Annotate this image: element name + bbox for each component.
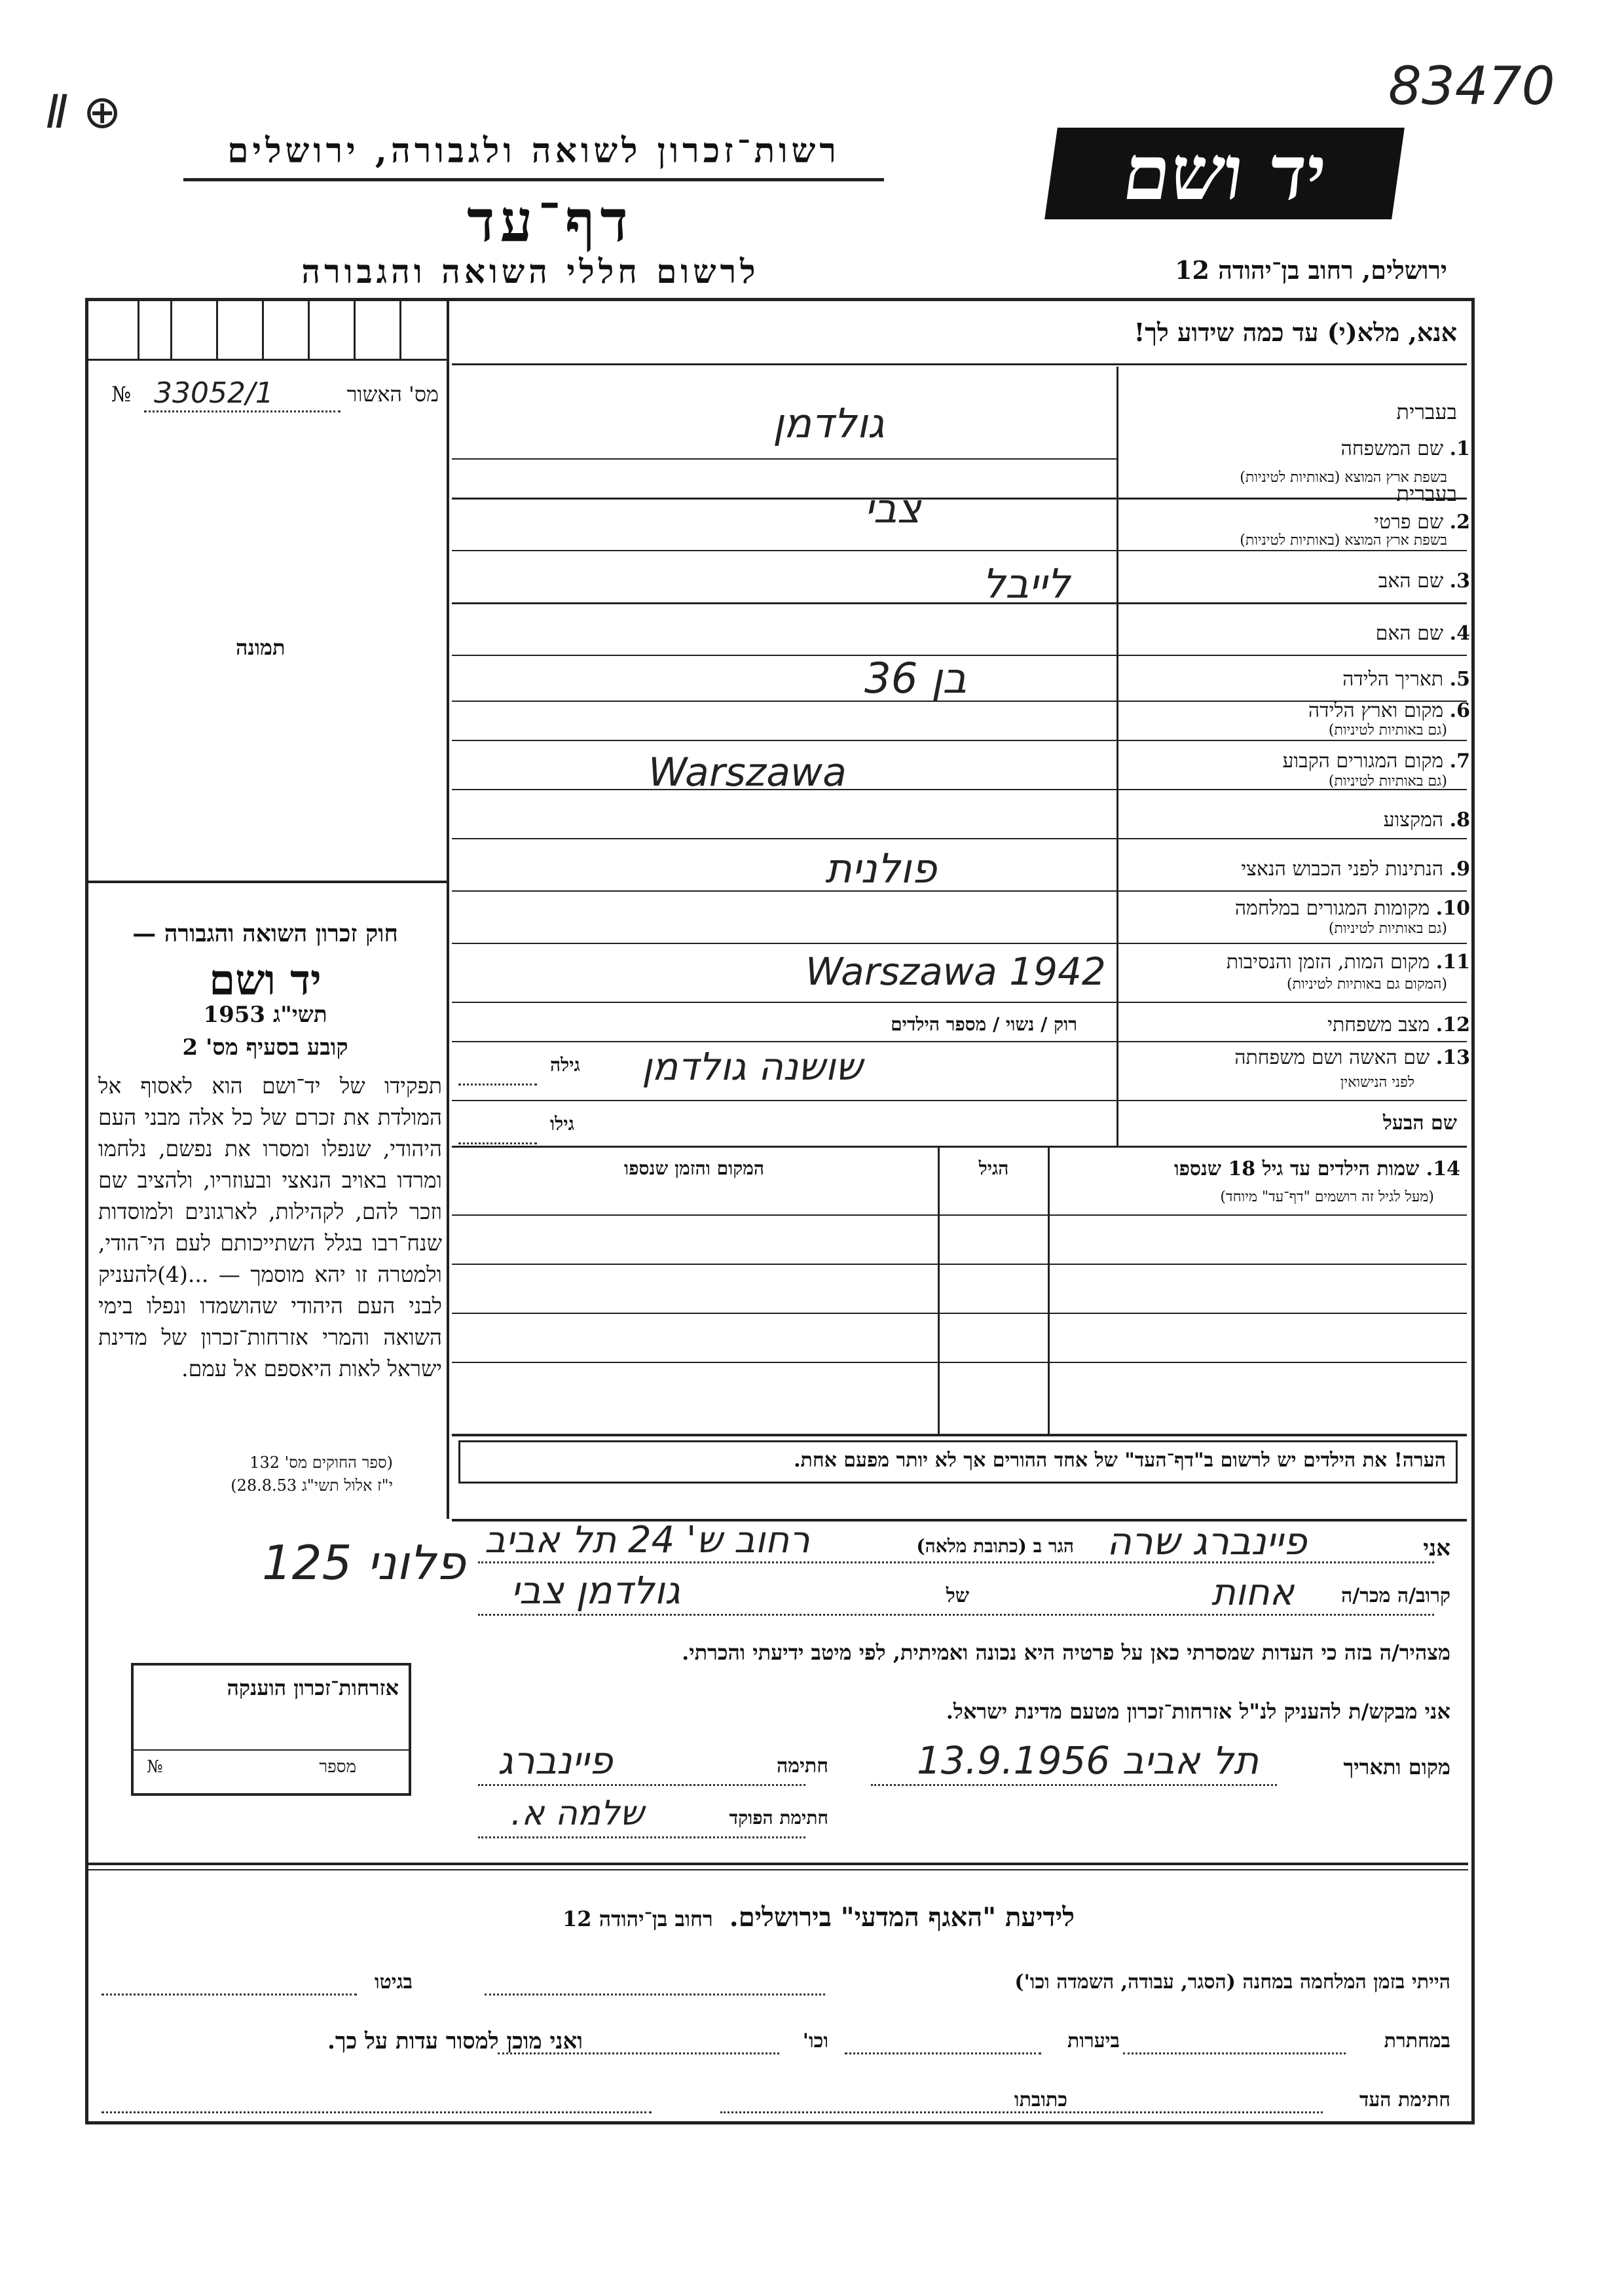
footer-line3-b: כתובתו [1014, 2088, 1067, 2111]
field-11-value[interactable]: Warszawa 1942 [805, 949, 1106, 994]
footer-line1-b: בגיטו [374, 1971, 413, 1994]
memorial-box-title: אזרחות־זכרון הוענקה [227, 1675, 399, 1700]
field-7-sub: (גם באותיות לטיניות) [1328, 773, 1447, 790]
children-label [1174, 1157, 1460, 1180]
intro-text: אנא, מלא(י) עד כמה שידוע לך! [1134, 318, 1457, 347]
signature-label: חתימה [777, 1755, 828, 1777]
field-7-text: מקום המגורים הקבוע [1282, 750, 1444, 773]
footer-line2-c: וכו' [802, 2030, 828, 2052]
field-2-text: שם פרטי [1374, 511, 1444, 534]
field-8-label [1384, 809, 1470, 831]
remark-text: הערה! את הילדים יש לרשום ב"דף־העד" של אחד ההורים אך לא יותר מפעם אחת. [794, 1449, 1446, 1472]
reg-label: מס' האשור [346, 382, 439, 407]
field-1-num: 1. [1449, 437, 1470, 460]
field-1-sub: בשפת ארץ המוצא (באותיות לטיניות) [1240, 469, 1447, 486]
reg-prefix: № [111, 382, 132, 407]
law-section: קובע בסעיף מס' 2 [182, 1034, 348, 1061]
children-col-place: המקום והזמן שנספו [624, 1157, 764, 1179]
memorial-box-no-prefix: № [147, 1757, 163, 1777]
declaration-request: אני מבקש/ת להעניק לנ"ל אזרחות־זכרון מטעם מדינת ישראל. [946, 1699, 1450, 1724]
field-12-num: 12. [1435, 1013, 1470, 1036]
field-4-num: 4. [1449, 622, 1470, 645]
field-3-value[interactable]: לייבל [982, 560, 1071, 608]
field-8-text: המקצוע [1383, 809, 1444, 831]
field-13-text: שם האשה ושם משפחתה [1234, 1046, 1430, 1069]
header-address: ירושלים, רחוב בן־יהודה 12 [1175, 255, 1447, 285]
field-4-label [1376, 622, 1470, 645]
field-12-label [1327, 1013, 1470, 1036]
corner-mark: Ⅱ ⊕ [46, 85, 122, 139]
field-6-sub: (גם באותיות לטיניות) [1328, 722, 1447, 738]
yad-vashem-logo: יד ושם [1044, 128, 1405, 219]
declaration-statement: מצהיר/ה בזה כי העדות שמסרתי כאן על פרטיה היא נכונה ואמיתית, לפי מיטב ידיעתי והכרתי. [682, 1640, 1450, 1665]
field-1-text: שם המשפחה [1340, 437, 1444, 460]
remark-box [458, 1440, 1458, 1484]
field-2-value[interactable]: צבי [864, 484, 921, 532]
field-13-sub: לפני הנישואין [1340, 1074, 1414, 1091]
signature-value[interactable]: פיינברג [498, 1738, 613, 1783]
footer-line2-d: ואני מוכן למסור עדות על כך. [327, 2028, 583, 2054]
officer-label: חתימת הפוקד [729, 1807, 828, 1829]
field-11-text: מקום המות, הזמן והנסיבות [1226, 951, 1430, 974]
field-2-num: 2. [1449, 511, 1470, 534]
declaration-of-label: של [946, 1584, 969, 1607]
field-9-num: 9. [1449, 858, 1470, 881]
field-3-label [1378, 570, 1470, 592]
reg-value: 33052/1 [154, 376, 274, 410]
footer-line3-a: חתימת העד [1359, 2088, 1450, 2111]
field-1-tag: בעברית [1396, 399, 1457, 424]
field-10-sub: (גם באותיות לטיניות) [1328, 920, 1447, 937]
field-1-label [1341, 437, 1470, 460]
declaration-address[interactable]: רחוב ש' 24 תל אביב [485, 1519, 810, 1561]
org-name: רשות־זכרון לשואה ולגבורה, ירושלים [227, 131, 840, 171]
handwritten-note: פלוני 125 [262, 1535, 466, 1590]
officer-value[interactable]: שלמה א. [511, 1794, 644, 1833]
field-13-num: 13. [1435, 1046, 1470, 1069]
field-2-tag: בעברית [1396, 481, 1457, 506]
footer-line2-b: ביערות [1067, 2030, 1120, 2052]
declaration-of-value[interactable]: גולדמן צבי [511, 1568, 680, 1613]
field-13-value[interactable]: שושנה גולדמן [642, 1044, 863, 1089]
field-3-num: 3. [1449, 570, 1470, 592]
field-9-label [1241, 858, 1470, 881]
archive-number: 83470 [1388, 56, 1555, 117]
husband-extra: גילו [550, 1113, 574, 1135]
law-year: תשי"ג 1953 [203, 1002, 327, 1028]
children-sub: (מעל לגיל זה רושמים "דף־עד" מיוחד) [1220, 1189, 1434, 1205]
law-ref-1: (ספר החוקים מס' 132 [249, 1453, 393, 1472]
law-name: יד ושם [209, 956, 322, 1005]
field-13-extra: גילה [550, 1054, 580, 1076]
husband-label: שם הבעל [1382, 1112, 1457, 1135]
field-11-label [1227, 951, 1470, 974]
place-date-label: מקום ותאריך [1343, 1755, 1450, 1779]
declaration-relation[interactable]: אחות [1211, 1571, 1295, 1614]
field-12-value[interactable]: רוק / נשוי / מספר הילדים [891, 1013, 1077, 1035]
field-6-label [1308, 699, 1470, 722]
declaration-ani: אני [1423, 1535, 1450, 1561]
field-11-num: 11. [1435, 951, 1470, 974]
field-9-text: הנתינות לפני הכבוש הנאצי [1241, 858, 1444, 881]
field-7-label [1282, 750, 1470, 773]
memorial-citizenship-box [131, 1663, 411, 1796]
field-10-text: מקומות המגורים במלחמה [1234, 897, 1430, 920]
field-6-text: מקום וארץ הלידה [1308, 699, 1444, 722]
field-5-num: 5. [1449, 668, 1470, 691]
law-ref-2: י"ז אלול תשי"ג 28.8.53) [231, 1476, 393, 1495]
photo-label: תמונה [236, 635, 286, 660]
field-2-label [1374, 511, 1470, 534]
field-10-num: 10. [1435, 897, 1470, 920]
children-num: 14. [1426, 1157, 1460, 1180]
footer-address: רחוב בן־יהודה 12 [563, 1906, 713, 1931]
field-4-text: שם האם [1375, 622, 1444, 645]
field-5-value[interactable]: בן 36 [864, 655, 967, 703]
law-title: חוק זכרון השואה והגבורה — [132, 920, 398, 947]
field-1-value[interactable]: גולדמן [773, 399, 885, 447]
field-3-text: שם האב [1378, 570, 1444, 592]
place-date-value[interactable]: תל אביב 13.9.1956 [917, 1738, 1259, 1783]
field-7-num: 7. [1449, 750, 1470, 773]
form-title: דף־עד [467, 187, 633, 255]
footer-line2-a: במחתרת [1384, 2030, 1450, 2052]
field-9-value[interactable]: פולנית [825, 845, 937, 892]
field-5-label [1342, 668, 1470, 691]
declaration-relative-label: קרוב/ה מכר/ה [1341, 1584, 1450, 1607]
field-13-label [1234, 1046, 1470, 1069]
memorial-box-no-label: מספר [319, 1757, 356, 1777]
footer-title: לידיעת "האגף המדעי" בירושלים. [729, 1902, 1075, 1933]
law-text: תפקידו של יד־ושם הוא לאסוף אל המולדת את זכרם של כל אלה מבני העם היהודי, שנפלו ומסרו את נפשם, נלחמו ומרדו באויב הנאצי ובעוזריו, ולהציב שם וזכר להם, לקהילות, לארגונים ולמוסדות שנח־רבו בגלל השתייכותם לעם הי־הודי, ולמטרה זו יהא מוסמך — ...(4)להעניק לבני העם היהודי שהושמדו ונפלו בימי השואה והמרי אזרחות־זכרון של מדינת ישראל לאות היאספם אל עמם. [98, 1073, 442, 1381]
field-5-text: תאריך הלידה [1342, 668, 1444, 691]
registration-row [105, 376, 439, 416]
field-11-sub: (המקום גם באותיות לטיניות) [1287, 976, 1447, 993]
field-2-sub: בשפת ארץ המוצא (באותיות לטיניות) [1240, 532, 1447, 549]
declaration-name[interactable]: פיינברג שרה [1107, 1519, 1307, 1563]
footer-header [458, 1902, 1179, 1933]
footer-line1-a: הייתי בזמן המלחמה במחנה (הסגר, עבודה, השמדה וכו') [1014, 1971, 1450, 1994]
field-12-text: מצב משפחתי [1327, 1013, 1430, 1036]
children-text: שמות הילדים עד גיל 18 שנספו [1173, 1157, 1420, 1180]
field-7-value[interactable]: Warszawa [648, 750, 847, 795]
field-10-label [1235, 897, 1470, 920]
form-subtitle: לרשום חללי השואה והגבורה [301, 252, 760, 291]
declaration-lives-at: הגר ב (כתובת מלאה) [916, 1535, 1074, 1557]
children-col-age: הגיל [978, 1157, 1009, 1179]
field-6-num: 6. [1449, 699, 1470, 722]
field-8-num: 8. [1449, 809, 1470, 831]
